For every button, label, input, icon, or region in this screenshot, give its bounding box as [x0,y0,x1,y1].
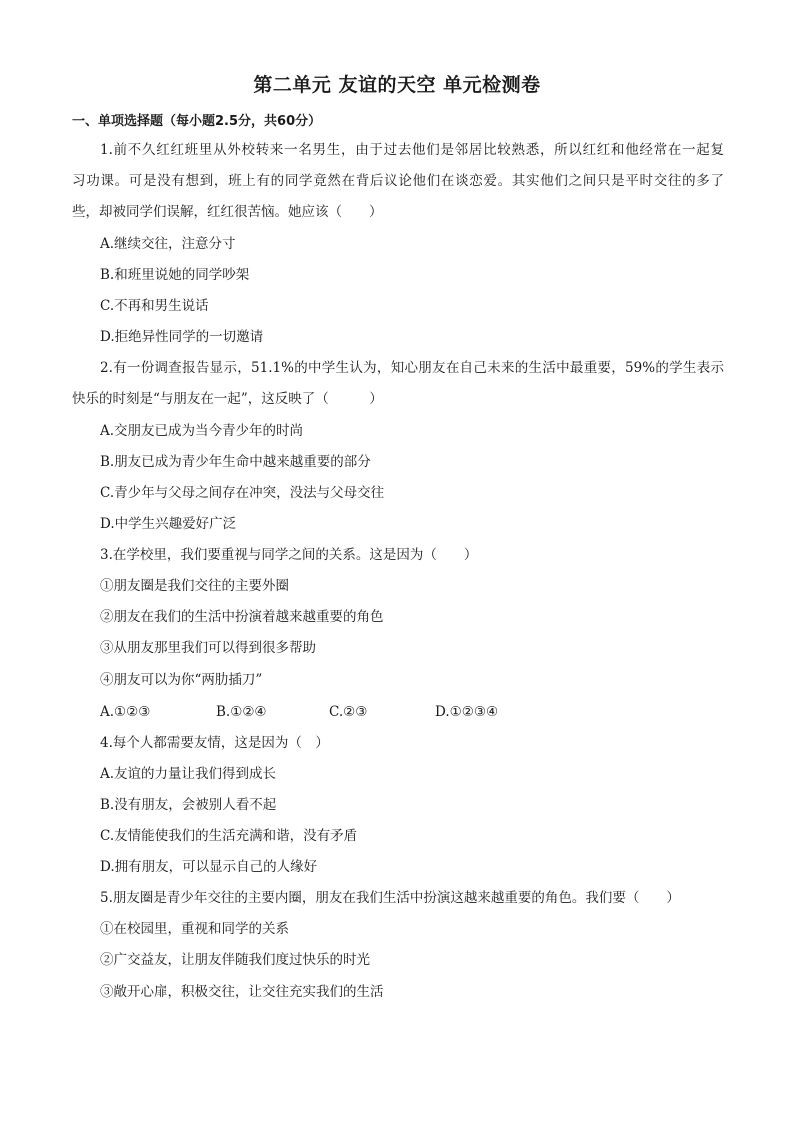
q1-option-a: A.继续交往，注意分寸 [100,236,236,252]
q3-option-d: D.①②③④ [435,704,499,720]
q1-option-c: C.不再和男生说话 [100,298,209,314]
q5-item-2: ②广交益友，让朋友伴随我们度过快乐的时光 [100,952,370,968]
q2-option-d: D.中学生兴趣爱好广泛 [100,516,237,532]
q2-option-b: B.朋友已成为青少年生命中越来越重要的部分 [100,454,371,470]
q4-stem: 4.每个人都需要友情，这是因为（ ） [100,735,329,751]
q1-stem-line-2: 习功课。可是没有想到，班上有的同学竟然在背后议论他们在谈恋爱。其实他们之间只是平时交往的多了 [72,173,724,189]
q5-item-1: ①在校园里，重视和同学的关系 [100,921,289,937]
q3-item-2: ②朋友在我们的生活中扮演着越来越重要的角色 [100,609,384,625]
q2-stem-line-2: 快乐的时刻是“与朋友在一起”，这反映了（ ） [72,391,383,407]
q5-stem: 5.朋友圈是青少年交往的主要内圈，朋友在我们生活中扮演这越来越重要的角色。我们要（ ） [100,890,680,906]
q3-item-1: ①朋友圈是我们交往的主要外圈 [100,578,289,594]
q3-option-b: B.①②④ [216,704,267,720]
q2-option-c: C.青少年与父母之间存在冲突，没法与父母交往 [100,485,385,501]
q4-option-d: D.拥有朋友，可以显示自己的人缘好 [100,859,318,875]
q3-item-3: ③从朋友那里我们可以得到很多帮助 [100,640,316,656]
q1-stem-line-3: 些，却被同学们误解，红红很苦恼。她应该（ ） [72,204,383,220]
q4-option-a: A.友谊的力量让我们得到成长 [100,766,277,782]
q2-option-a: A.交朋友已成为当今青少年的时尚 [100,423,304,439]
q3-item-4: ④朋友可以为你“两肋插刀” [100,672,263,688]
q4-option-c: C.友情能使我们的生活充满和谐，没有矛盾 [100,828,358,844]
q4-option-b: B.没有朋友，会被别人看不起 [100,797,277,813]
section-heading: 一、单项选择题（每小题2.5分，共60分） [72,114,322,129]
q5-item-3: ③敞开心扉，积极交往，让交往充实我们的生活 [100,984,384,1000]
q3-stem: 3.在学校里，我们要重视与同学之间的关系。这是因为（ ） [100,547,478,563]
q2-stem-line-1: 2.有一份调查报告显示，51.1%的中学生认为，知心朋友在自己未来的生活中最重要，59%的学生表示 [100,360,724,376]
page-title: 第二单元 友谊的天空 单元检测卷 [253,74,541,96]
q3-option-c: C.②③ [329,704,368,720]
q3-options-row [100,702,724,722]
q1-option-d: D.拒绝异性同学的一切邀请 [100,329,264,345]
q1-option-b: B.和班里说她的同学吵架 [100,267,250,283]
q1-stem-line-1: 1.前不久红红班里从外校转来一名男生，由于过去他们是邻居比较熟悉，所以红红和他经常在一起复 [100,142,724,158]
q3-option-a: A.①②③ [100,704,151,720]
